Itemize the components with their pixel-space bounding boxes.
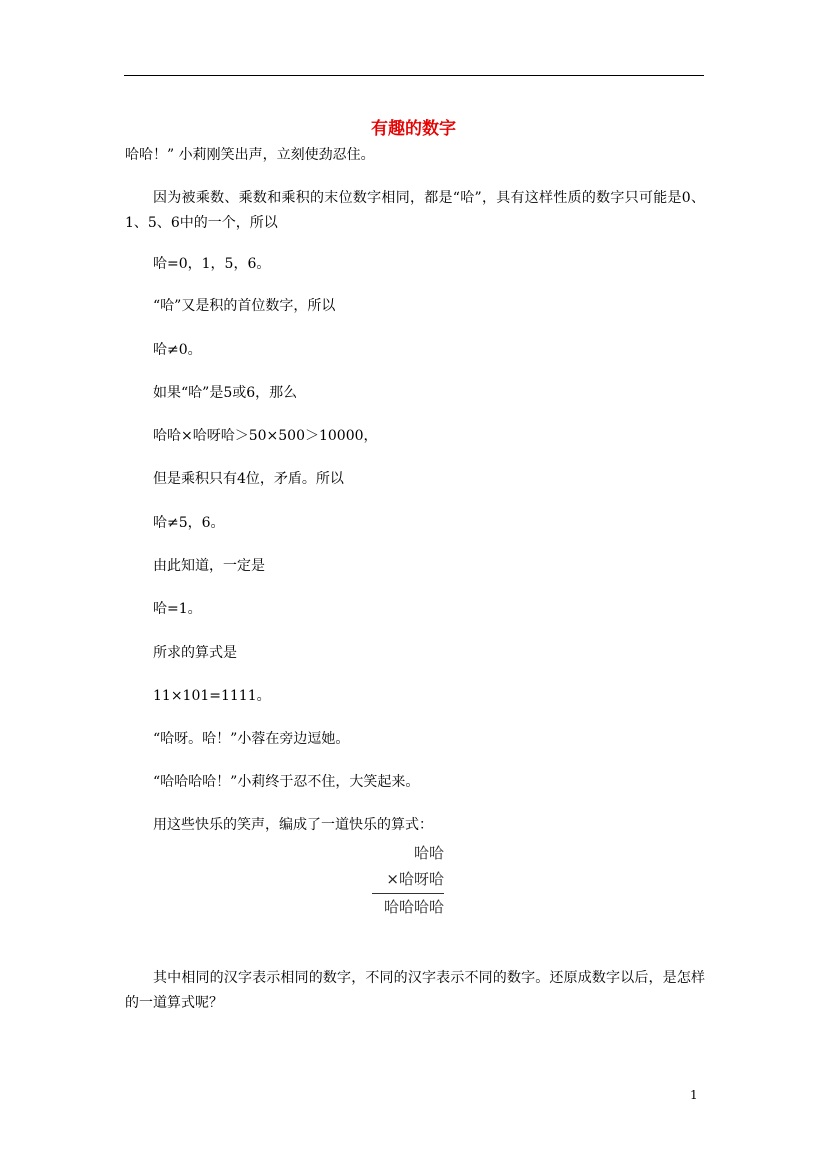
text-line: 哈=1。 xyxy=(153,601,202,617)
header-rule xyxy=(124,75,704,76)
text-line: 哈≠0。 xyxy=(153,342,202,358)
text-line: 哈≠5，6。 xyxy=(153,515,225,531)
text-line: 如果“哈”是5或6，那么 xyxy=(153,385,298,401)
text-line: “哈”又是积的首位数字，所以 xyxy=(153,298,336,314)
text-line: 哈=0，1，5，6。 xyxy=(153,256,271,272)
formula-product: 哈哈哈哈 xyxy=(372,893,444,920)
page-title: 有趣的数字 xyxy=(371,119,456,139)
first-line: 哈哈！” 小莉刚笑出声，立刻使劲忍住。 xyxy=(125,147,375,163)
page-number: 1 xyxy=(690,1088,698,1102)
text-line: 由此知道，一定是 xyxy=(153,558,265,574)
formula-multiplicand: 哈哈 xyxy=(413,844,444,862)
text-line: “哈哈哈哈！”小莉终于忍不住，大笑起来。 xyxy=(153,774,420,790)
text-line: 但是乘积只有4位，矛盾。所以 xyxy=(153,471,344,487)
paragraph-1: 因为被乘数、乘数和乘积的末位数字相同，都是“哈”，具有这样性质的数字只可能是0、1、5、6中的一个，所以 xyxy=(125,190,705,231)
text-line: 所求的算式是 xyxy=(153,645,237,661)
text-line: 用这些快乐的笑声，编成了一道快乐的算式： xyxy=(153,817,433,833)
text-line: 哈哈×哈呀哈＞50×500＞10000， xyxy=(153,428,378,444)
text-line: “哈呀。哈！”小蓉在旁边逗她。 xyxy=(153,731,350,747)
text-line: 11×101=1111。 xyxy=(153,688,271,704)
formula-multiplier: ×哈呀哈 xyxy=(386,870,444,888)
closing-paragraph: 其中相同的汉字表示相同的数字，不同的汉字表示不同的数字。还原成数字以后，是怎样的一道算式呢？ xyxy=(125,970,705,1011)
multiplication-formula xyxy=(372,840,444,920)
